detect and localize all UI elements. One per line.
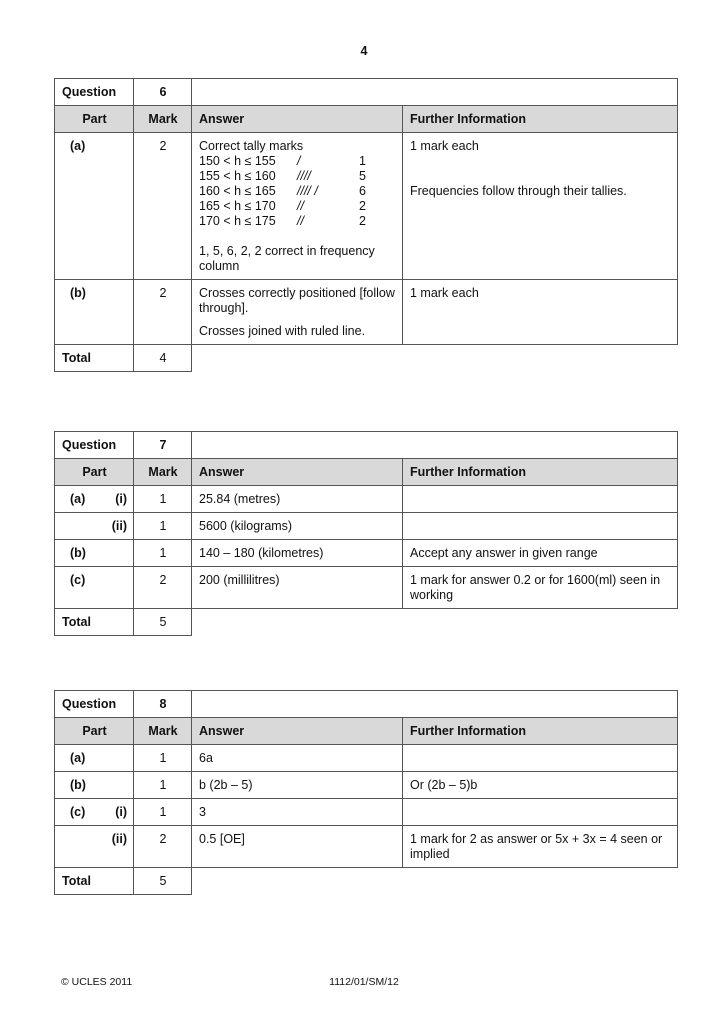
tally-row xyxy=(199,154,396,169)
total-label: Total xyxy=(55,868,134,895)
subpart-label xyxy=(101,573,127,588)
table-row xyxy=(55,567,678,609)
answer-text: 25.84 (metres) xyxy=(192,486,403,513)
table-row xyxy=(55,280,678,345)
mark-value: 1 xyxy=(134,745,192,772)
answer-text: Crosses correctly positioned [follow through]. xyxy=(199,286,395,315)
mark-value: 1 xyxy=(134,513,192,540)
tally-range: 165 < h ≤ 170 xyxy=(199,199,276,213)
question-number: 6 xyxy=(134,79,192,106)
tally-freq: 2 xyxy=(359,214,366,228)
answer-text: Crosses joined with ruled line. xyxy=(199,324,366,338)
part-label: (a) xyxy=(70,492,86,506)
subpart-label xyxy=(101,778,127,793)
answer-title: Correct tally marks xyxy=(199,139,304,153)
header-answer: Answer xyxy=(192,718,403,745)
header-info: Further Information xyxy=(403,106,678,133)
question-6-table xyxy=(54,78,678,372)
tally-row xyxy=(199,214,396,229)
subpart-label: (ii) xyxy=(111,832,127,846)
info-text: Frequencies follow through their tallies. xyxy=(410,184,627,198)
tally-range: 150 < h ≤ 155 xyxy=(199,154,276,168)
header-part: Part xyxy=(55,459,134,486)
table-row xyxy=(55,799,678,826)
tally-freq: 6 xyxy=(359,184,366,198)
table-row xyxy=(55,540,678,567)
tally-range: 155 < h ≤ 160 xyxy=(199,169,276,183)
table-row xyxy=(55,133,678,280)
tally-row xyxy=(199,184,396,199)
answer-text: 0.5 [OE] xyxy=(192,826,403,868)
header-part: Part xyxy=(55,718,134,745)
table-row xyxy=(55,826,678,868)
tally-freq: 1 xyxy=(359,154,366,168)
subpart-label: (i) xyxy=(115,805,127,819)
answer-text: 3 xyxy=(192,799,403,826)
table-row xyxy=(55,486,678,513)
header-answer: Answer xyxy=(192,459,403,486)
total-label: Total xyxy=(55,345,134,372)
total-value: 5 xyxy=(134,868,192,895)
part-label xyxy=(62,832,101,847)
header-info: Further Information xyxy=(403,718,678,745)
header-mark: Mark xyxy=(134,106,192,133)
part-label: (a) xyxy=(70,751,86,765)
total-value: 4 xyxy=(134,345,192,372)
total-value: 5 xyxy=(134,609,192,636)
answer-text: b (2b – 5) xyxy=(192,772,403,799)
answer-text: 200 (millilitres) xyxy=(192,567,403,609)
header-answer: Answer xyxy=(192,106,403,133)
question-7-table xyxy=(54,431,678,636)
info-text: 1 mark for answer 0.2 or for 1600(ml) seen in working xyxy=(403,567,678,609)
question-label: Question xyxy=(55,691,134,718)
tally-mark: // xyxy=(297,199,304,213)
tally-mark: / xyxy=(297,154,301,168)
total-label: Total xyxy=(55,609,134,636)
mark-value: 2 xyxy=(134,826,192,868)
info-text xyxy=(403,513,678,540)
header-part: Part xyxy=(55,106,134,133)
answer-note: 1, 5, 6, 2, 2 correct in frequency column xyxy=(199,244,375,273)
part-label: (a) xyxy=(70,139,86,153)
tally-row xyxy=(199,199,396,214)
tally-mark: // xyxy=(297,214,304,228)
part-label: (b) xyxy=(70,778,86,792)
tally-list xyxy=(199,154,396,229)
info-text: 1 mark for 2 as answer or 5x + 3x = 4 seen or implied xyxy=(403,826,678,868)
footer-code: 1112/01/SM/12 xyxy=(329,976,399,988)
subpart-label xyxy=(101,751,127,766)
mark-value: 1 xyxy=(134,486,192,513)
mark-value: 1 xyxy=(134,540,192,567)
part-label xyxy=(62,519,101,534)
info-text xyxy=(403,745,678,772)
tally-range: 160 < h ≤ 165 xyxy=(199,184,276,198)
part-label: (b) xyxy=(70,546,86,560)
subpart-label: (ii) xyxy=(111,519,127,533)
info-text: 1 mark each xyxy=(403,280,678,345)
part-label: (c) xyxy=(70,805,86,819)
part-label: (c) xyxy=(70,573,86,587)
question-8-table xyxy=(54,690,678,895)
tally-mark: //// / xyxy=(297,184,318,198)
info-text xyxy=(403,486,678,513)
mark-value: 1 xyxy=(134,772,192,799)
table-row xyxy=(55,745,678,772)
info-text: Accept any answer in given range xyxy=(403,540,678,567)
tally-freq: 2 xyxy=(359,199,366,213)
mark-value: 1 xyxy=(134,799,192,826)
question-label: Question xyxy=(55,432,134,459)
tally-freq: 5 xyxy=(359,169,366,183)
header-mark: Mark xyxy=(134,459,192,486)
info-text: Or (2b – 5)b xyxy=(403,772,678,799)
tally-range: 170 < h ≤ 175 xyxy=(199,214,276,228)
part-label: (b) xyxy=(70,286,86,300)
question-number: 7 xyxy=(134,432,192,459)
mark-value: 2 xyxy=(134,280,192,345)
subpart-label xyxy=(101,546,127,561)
info-text: 1 mark each xyxy=(410,139,479,153)
question-label: Question xyxy=(55,79,134,106)
answer-text: 140 – 180 (kilometres) xyxy=(192,540,403,567)
answer-text: 6a xyxy=(192,745,403,772)
subpart-label: (i) xyxy=(115,492,127,506)
tally-row xyxy=(199,169,396,184)
table-row xyxy=(55,772,678,799)
header-info: Further Information xyxy=(403,459,678,486)
mark-value: 2 xyxy=(134,133,192,280)
footer-copyright: © UCLES 2011 xyxy=(61,976,133,988)
answer-text: 5600 (kilograms) xyxy=(192,513,403,540)
mark-value: 2 xyxy=(134,567,192,609)
page-number: 4 xyxy=(360,44,368,58)
table-row xyxy=(55,513,678,540)
info-text xyxy=(403,799,678,826)
question-number: 8 xyxy=(134,691,192,718)
tally-mark: //// xyxy=(297,169,311,183)
header-mark: Mark xyxy=(134,718,192,745)
